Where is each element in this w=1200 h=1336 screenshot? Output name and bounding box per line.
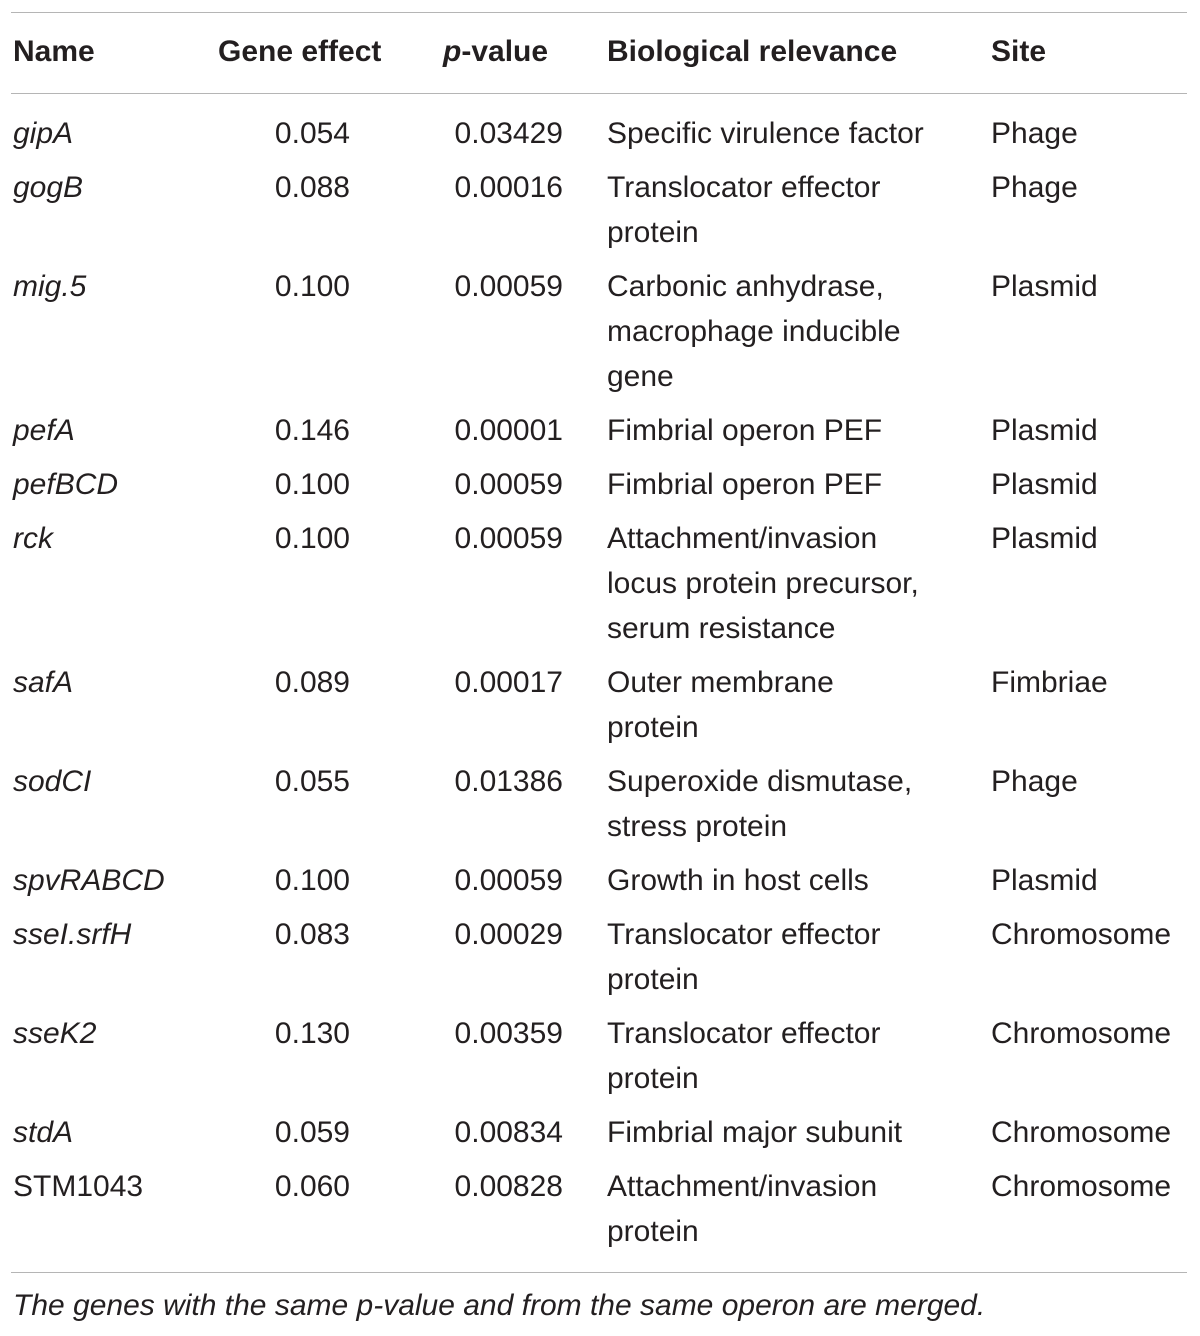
- cell-name: pefA: [13, 414, 75, 447]
- cell-gene-effect: 0.060: [274, 1170, 350, 1203]
- cell-biological-relevance: [607, 858, 869, 903]
- cell-biological-relevance: [607, 408, 882, 453]
- biological-relevance-line: protein: [607, 711, 699, 744]
- cell-p-value: 0.00834: [454, 1116, 563, 1149]
- cell-name: sseI.srfH: [13, 918, 132, 951]
- table-row: [0, 408, 1200, 462]
- header-p-value-suffix: -value: [461, 35, 549, 68]
- cell-p-value: 0.00059: [454, 270, 563, 303]
- table-row: [0, 1110, 1200, 1164]
- cell-biological-relevance: [607, 912, 880, 1002]
- table-row: [0, 1164, 1200, 1263]
- cell-gene-effect: 0.054: [274, 117, 350, 150]
- biological-relevance-line: macrophage inducible: [607, 315, 901, 348]
- cell-biological-relevance: [607, 516, 919, 651]
- cell-gene-effect: 0.100: [274, 522, 350, 555]
- cell-name: STM1043: [13, 1170, 144, 1203]
- cell-biological-relevance: [607, 264, 901, 399]
- table-header-row: [0, 14, 1200, 92]
- cell-name: sodCI: [13, 765, 92, 798]
- biological-relevance-line: locus protein precursor,: [607, 567, 919, 600]
- table-row: [0, 912, 1200, 1011]
- table-row: [0, 858, 1200, 912]
- cell-site: Plasmid: [991, 270, 1098, 303]
- biological-relevance-line: Fimbrial operon PEF: [607, 414, 883, 447]
- cell-biological-relevance: [607, 1164, 877, 1254]
- cell-site: Fimbriae: [991, 666, 1108, 699]
- cell-site: Phage: [991, 765, 1078, 798]
- biological-relevance-line: serum resistance: [607, 612, 836, 645]
- cell-site: Plasmid: [991, 414, 1098, 447]
- cell-p-value: 0.00001: [454, 414, 563, 447]
- biological-relevance-line: Fimbrial major subunit: [607, 1116, 903, 1149]
- cell-gene-effect: 0.100: [274, 864, 350, 897]
- cell-gene-effect: 0.083: [274, 918, 350, 951]
- cell-name: sseK2: [13, 1017, 97, 1050]
- biological-relevance-line: protein: [607, 963, 699, 996]
- cell-biological-relevance: [607, 165, 880, 255]
- cell-p-value: 0.00029: [454, 918, 563, 951]
- biological-relevance-line: protein: [607, 1062, 699, 1095]
- cell-site: Phage: [991, 171, 1078, 204]
- cell-p-value: 0.00059: [454, 522, 563, 555]
- cell-name: pefBCD: [13, 468, 119, 501]
- cell-site: Plasmid: [991, 468, 1098, 501]
- header-site: Site: [991, 35, 1047, 68]
- header-biological-relevance: Biological relevance: [607, 35, 898, 68]
- biological-relevance-line: Translocator effector: [607, 1017, 881, 1050]
- cell-site: Chromosome: [991, 918, 1172, 951]
- table-row: [0, 516, 1200, 660]
- table-row: [0, 660, 1200, 759]
- biological-relevance-line: Attachment/invasion: [607, 522, 878, 555]
- cell-biological-relevance: [607, 660, 834, 750]
- table-row: [0, 462, 1200, 516]
- header-p-value-italic: p: [443, 35, 462, 68]
- cell-p-value: 0.00828: [454, 1170, 563, 1203]
- table-bottom-rule: [11, 1272, 1187, 1273]
- cell-name: spvRABCD: [13, 864, 165, 897]
- biological-relevance-line: Specific virulence factor: [607, 117, 924, 150]
- cell-site: Chromosome: [991, 1116, 1172, 1149]
- table-body: [0, 111, 1200, 1263]
- table-row: [0, 264, 1200, 408]
- cell-gene-effect: 0.130: [274, 1017, 350, 1050]
- cell-gene-effect: 0.089: [274, 666, 350, 699]
- cell-p-value: 0.00059: [454, 864, 563, 897]
- cell-gene-effect: 0.100: [274, 270, 350, 303]
- table-row: [0, 165, 1200, 264]
- cell-name: gogB: [13, 171, 84, 204]
- cell-biological-relevance: [607, 111, 924, 156]
- cell-site: Chromosome: [991, 1170, 1172, 1203]
- table-row: [0, 111, 1200, 165]
- cell-gene-effect: 0.059: [274, 1116, 350, 1149]
- biological-relevance-line: protein: [607, 1215, 699, 1248]
- cell-name: mig.5: [13, 270, 87, 303]
- cell-site: Chromosome: [991, 1017, 1172, 1050]
- cell-site: Phage: [991, 117, 1078, 150]
- biological-relevance-line: Fimbrial operon PEF: [607, 468, 883, 501]
- cell-site: Plasmid: [991, 522, 1098, 555]
- cell-name: safA: [13, 666, 74, 699]
- table-row: [0, 759, 1200, 858]
- table-footnote: The genes with the same p-value and from the same operon are merged.: [13, 1289, 986, 1322]
- header-gene-effect: Gene effect: [218, 35, 382, 68]
- biological-relevance-line: Carbonic anhydrase,: [607, 270, 884, 303]
- cell-biological-relevance: [607, 462, 882, 507]
- biological-relevance-line: protein: [607, 216, 699, 249]
- cell-p-value: 0.03429: [454, 117, 563, 150]
- cell-site: Plasmid: [991, 864, 1098, 897]
- table-row: [0, 1011, 1200, 1110]
- cell-gene-effect: 0.146: [274, 414, 350, 447]
- cell-p-value: 0.00059: [454, 468, 563, 501]
- biological-relevance-line: Growth in host cells: [607, 864, 869, 897]
- header-p-value: [443, 32, 548, 72]
- cell-biological-relevance: [607, 759, 912, 849]
- cell-gene-effect: 0.100: [274, 468, 350, 501]
- header-name: Name: [13, 35, 95, 68]
- biological-relevance-line: Translocator effector: [607, 918, 881, 951]
- table-header-rule: [11, 93, 1187, 94]
- cell-biological-relevance: [607, 1110, 902, 1155]
- cell-name: rck: [13, 522, 53, 555]
- biological-relevance-line: stress protein: [607, 810, 788, 843]
- cell-gene-effect: 0.088: [274, 171, 350, 204]
- biological-relevance-line: Translocator effector: [607, 171, 881, 204]
- cell-name: stdA: [13, 1116, 74, 1149]
- cell-p-value: 0.00016: [454, 171, 563, 204]
- cell-p-value: 0.01386: [454, 765, 563, 798]
- biological-relevance-line: Outer membrane: [607, 666, 834, 699]
- biological-relevance-line: gene: [607, 360, 674, 393]
- cell-biological-relevance: [607, 1011, 880, 1101]
- biological-relevance-line: Attachment/invasion: [607, 1170, 878, 1203]
- cell-name: gipA: [13, 117, 74, 150]
- cell-gene-effect: 0.055: [274, 765, 350, 798]
- cell-p-value: 0.00359: [454, 1017, 563, 1050]
- biological-relevance-line: Superoxide dismutase,: [607, 765, 913, 798]
- cell-p-value: 0.00017: [454, 666, 563, 699]
- table-top-rule: [11, 12, 1187, 13]
